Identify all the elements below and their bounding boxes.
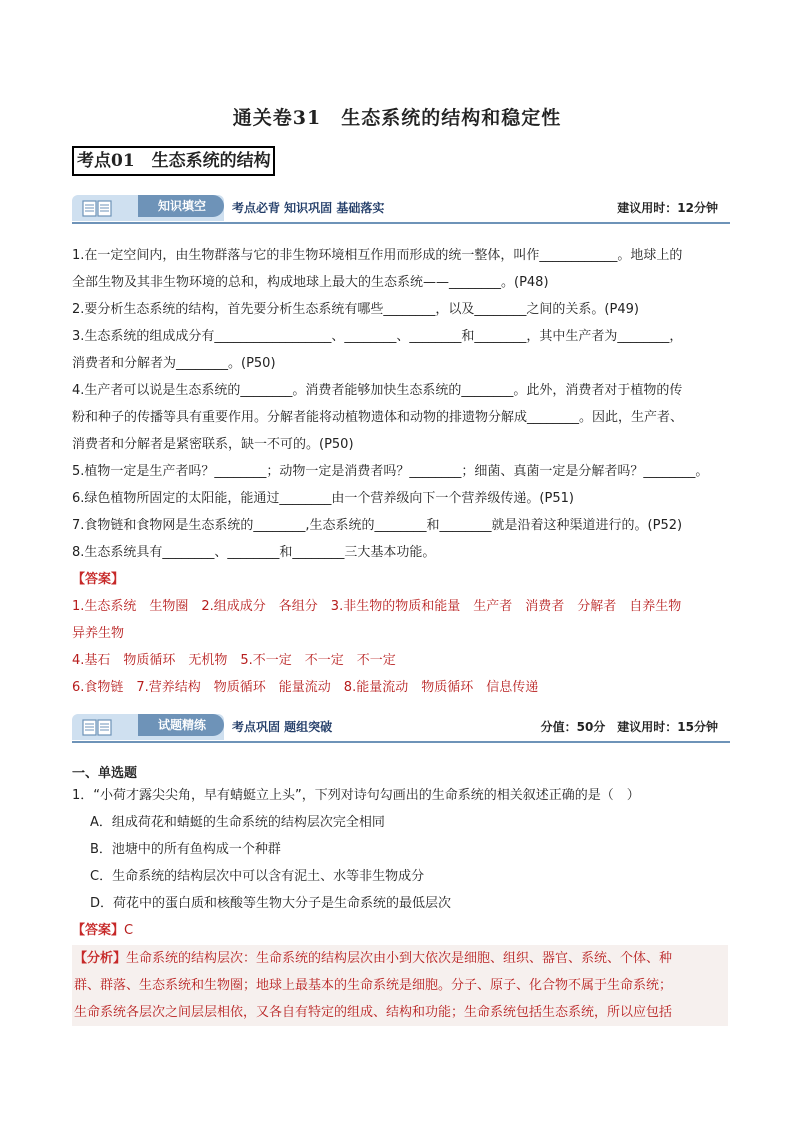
topic-heading: 考点01 生态系统的结构 — [72, 146, 275, 176]
analysis-text: 生命系统的结构层次：生命系统的结构层次由小到大依次是细胞、组织、器官、系统、个体、种 — [126, 951, 673, 966]
answer-line: 1.生态系统 生物圈 2.组成成分 各组分 3.非生物的物质和能量 生产者 消费者 分解者 自养生物 — [72, 599, 682, 614]
page-title: 通关卷31 生态系统的结构和稳定性 — [232, 107, 562, 129]
banner-rule — [72, 741, 730, 743]
fill-line: 6.绿色植物所固定的太阳能，能通过________由一个营养级向下一个营养级传递。(P51) — [72, 491, 574, 506]
fill-line: 2.要分析生态系统的结构，首先要分析生态系统有哪些________，以及________之间的关系。(P49) — [72, 302, 639, 317]
fill-line: 7.食物链和食物网是生态系统的________,生态系统的________和________就是沿着这种渠道进行的。(P52) — [72, 518, 683, 533]
fill-line: 5.植物一定是生产者吗？________；动物一定是消费者吗？________；细菌、真菌一定是分解者吗？________。 — [72, 464, 709, 479]
analysis-line: 生命系统各层次之间层层相依，又各自有特定的组成、结构和功能；生命系统包括生态系统，所以应包括 — [74, 1005, 673, 1020]
question-answer — [72, 917, 732, 944]
banner-rule — [72, 222, 730, 224]
answer-line: 异养生物 — [72, 626, 125, 641]
suggested-time: 建议用时：12分钟 — [617, 201, 718, 215]
answer-value: C — [124, 923, 134, 938]
option-c: C．生命系统的结构层次中可以含有泥土、水等非生物成分 — [90, 869, 425, 884]
fill-line: 全部生物及其非生物环境的总和，构成地球上最大的生态系统——________。(P48) — [72, 275, 549, 290]
fill-line: 1.在一定空间内，由生物群落与它的非生物环境相互作用而形成的统一整体，叫作____________。地球上的 — [72, 248, 683, 263]
fill-line: 消费者和分解者是紧密联系，缺一不可的。(P50) — [72, 437, 354, 452]
banner-tab-label: 知识填空 — [157, 199, 206, 213]
analysis-line — [74, 945, 726, 972]
analysis-tag: 【分析】 — [74, 951, 127, 966]
banner-tab-label: 试题精练 — [157, 718, 206, 732]
section-heading: 一、单选题 — [72, 766, 138, 781]
exercise-banner — [72, 714, 730, 742]
score-and-time: 分值：50分 建议用时：15分钟 — [540, 720, 718, 734]
fill-line: 消费者和分解者为________。(P50) — [72, 356, 276, 371]
fill-line: 粉和种子的传播等具有重要作用。分解者能将动植物遗体和动物的排遗物分解成________。因此，生产者、 — [72, 410, 684, 425]
fill-line: 4.生产者可以说是生态系统的________。消费者能够加快生态系统的________。此外，消费者对于植物的传 — [72, 383, 683, 398]
answer-line: 4.基石 物质循环 无机物 5.不一定 不一定 不一定 — [72, 653, 396, 668]
banner-subtitle: 考点巩固 题组突破 — [232, 720, 333, 734]
answer-tag: 【答案】 — [72, 923, 125, 938]
question-stem: 1．“小荷才露尖尖角，早有蜻蜓立上头”，下列对诗句勾画出的生命系统的相关叙述正确的是（ ） — [72, 788, 640, 803]
book-icon — [82, 200, 112, 217]
option-d: D．荷花中的蛋白质和核酸等生物大分子是生命系统的最低层次 — [90, 896, 452, 911]
fill-line: 3.生态系统的组成成分有__________________、________、________和________，其中生产者为________， — [72, 329, 683, 344]
answer-tag: 【答案】 — [72, 572, 125, 587]
knowledge-banner — [72, 195, 730, 223]
analysis-block — [72, 945, 728, 1026]
fill-line: 8.生态系统具有________、________和________三大基本功能。 — [72, 545, 436, 560]
banner-subtitle: 考点必背 知识巩固 基础落实 — [232, 201, 385, 215]
option-b: B．池塘中的所有鱼构成一个种群 — [90, 842, 281, 857]
book-icon — [82, 719, 112, 736]
option-a: A．组成荷花和蜻蜓的生命系统的结构层次完全相同 — [90, 815, 385, 830]
analysis-line: 群、群落、生态系统和生物圈；地球上最基本的生命系统是细胞。分子、原子、化合物不属于生命系统； — [74, 978, 673, 993]
answer-line: 6.食物链 7.营养结构 物质循环 能量流动 8.能量流动 物质循环 信息传递 — [72, 680, 539, 695]
